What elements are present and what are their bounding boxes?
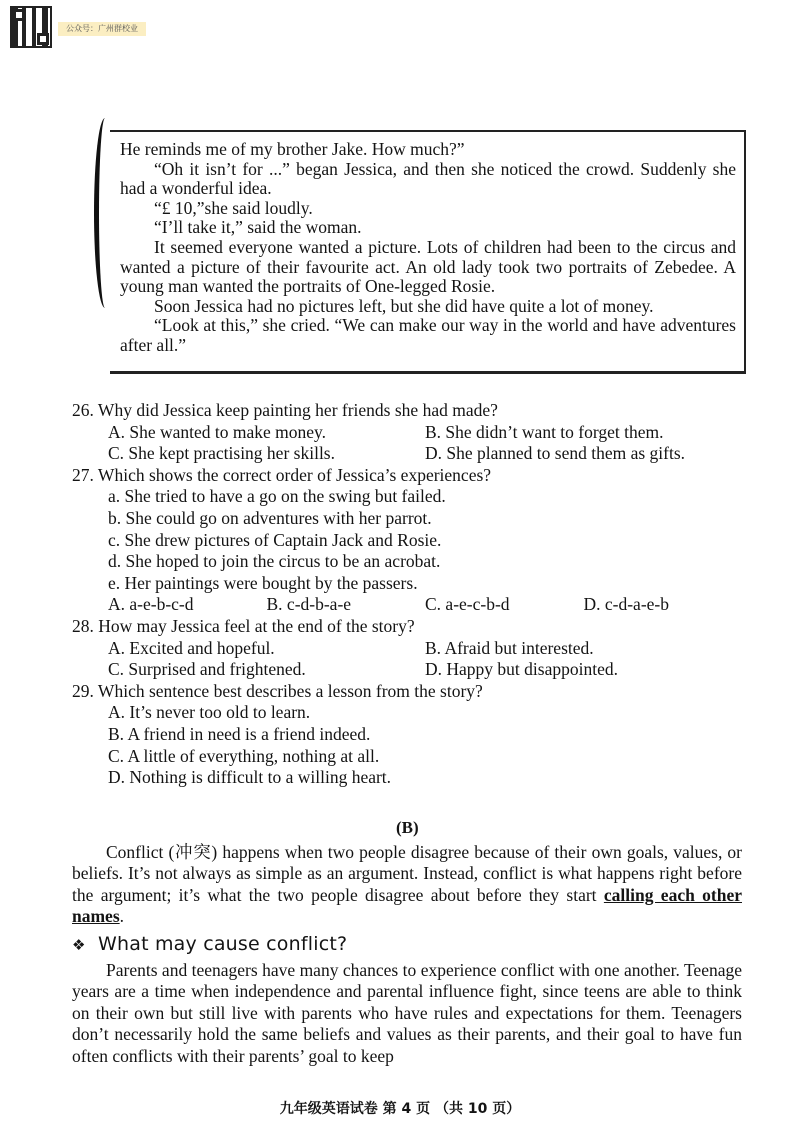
heading-text: What may cause conflict?: [98, 932, 348, 955]
option-c[interactable]: C. Surprised and frightened.: [108, 659, 306, 680]
story-paragraph: He reminds me of my brother Jake. How much?”: [120, 139, 465, 159]
option-a[interactable]: A. She wanted to make money.: [108, 421, 327, 442]
question-27: [72, 465, 742, 616]
passage-b: [72, 842, 742, 1067]
section-heading: [72, 934, 742, 956]
passage-paragraph: Parents and teenagers have many chances to experience conflict with one another. Teenage years are a time when independence and parental influence fight, since teens are able to think on their own but still live with parents who have rules and expectations for them. Teenagers don’t necessarily hold the same beliefs and values as their parents, and their goal to have fun often conflicts with their parents’ goal to keep: [72, 960, 742, 1066]
option-b[interactable]: B. Afraid but interested.: [425, 637, 594, 658]
underlined-phrase: calling each other names: [72, 884, 742, 927]
option-d[interactable]: D. Happy but disappointed.: [425, 659, 618, 680]
story-paragraph: “I’ll take it,” said the woman.: [154, 217, 362, 238]
story-paragraph: It seemed everyone wanted a picture. Lots of children had been to the circus and wanted a picture of their favourite act. An old lady took two portraits of Zebedee. A young man wanted the portraits of One-legged Rosie.: [120, 236, 736, 297]
option-b[interactable]: B. She didn’t want to forget them.: [425, 421, 664, 442]
question-stem: 29. Which sentence best describes a lesson from the story?: [72, 680, 483, 701]
question-stem: 28. How may Jessica feel at the end of the story?: [72, 615, 415, 636]
question-stem: 26. Why did Jessica keep painting her friends she had made?: [72, 400, 498, 420]
option-c[interactable]: C. She kept practising her skills.: [108, 443, 335, 464]
question-list: [72, 400, 742, 789]
event-item: c. She drew pictures of Captain Jack and Rosie.: [108, 529, 442, 550]
section-label: (B): [396, 818, 419, 837]
event-item: d. She hoped to join the circus to be an acrobat.: [108, 551, 441, 572]
option-c[interactable]: C. A little of everything, nothing at all.: [108, 745, 380, 766]
option-d[interactable]: D. Nothing is difficult to a willing heart.: [108, 767, 392, 788]
option-d[interactable]: D. She planned to send them as gifts.: [425, 443, 686, 464]
story-paragraph: Soon Jessica had no pictures left, but she did have quite a lot of money.: [154, 295, 654, 316]
option-c[interactable]: C. a-e-c-b-d: [425, 594, 510, 615]
story-paragraph: “£ 10,”she said loudly.: [154, 197, 313, 218]
story-paragraph: “Oh it isn’t for ...” began Jessica, and then she noticed the crowd. Suddenly she had a wonderful idea.: [120, 158, 736, 199]
diamond-bullet-icon: ❖: [72, 935, 86, 954]
option-a[interactable]: A. Excited and hopeful.: [108, 637, 275, 658]
event-item: a. She tried to have a go on the swing but failed.: [108, 486, 446, 507]
story-excerpt-box: [110, 130, 746, 374]
event-item: e. Her paintings were bought by the passers.: [108, 572, 418, 593]
intro-end: .: [119, 906, 125, 927]
option-b[interactable]: B. A friend in need is a friend indeed.: [108, 723, 371, 744]
question-28: [72, 616, 742, 681]
option-b[interactable]: B. c-d-b-a-e: [266, 594, 352, 615]
event-item: b. She could go on adventures with her parrot.: [108, 507, 432, 528]
page-footer: 九年级英语试卷 第 4 页 （共 10 页）: [279, 1101, 521, 1117]
story-paragraph: “Look at this,” she cried. “We can make our way in the world and have adventures after all.”: [120, 315, 736, 355]
question-26: [72, 400, 742, 465]
option-a[interactable]: A. It’s never too old to learn.: [108, 702, 311, 723]
qr-code-icon: [10, 6, 52, 48]
question-stem: 27. Which shows the correct order of Jessica’s experiences?: [72, 464, 492, 485]
option-a[interactable]: A. a-e-b-c-d: [108, 594, 194, 615]
intro-text: Conflict (冲突) happens when two people disagree because of their own goals, values, or beliefs. It’s not always as simple as an argument. Instead, conflict is what happens right before the argument; it’s what the two people disagree about before they start: [72, 842, 742, 905]
option-d[interactable]: D. c-d-a-e-b: [583, 594, 670, 615]
watermark-tag: 公众号：广州群校业: [58, 22, 146, 36]
question-29: [72, 681, 742, 789]
passage-intro: [72, 842, 742, 928]
